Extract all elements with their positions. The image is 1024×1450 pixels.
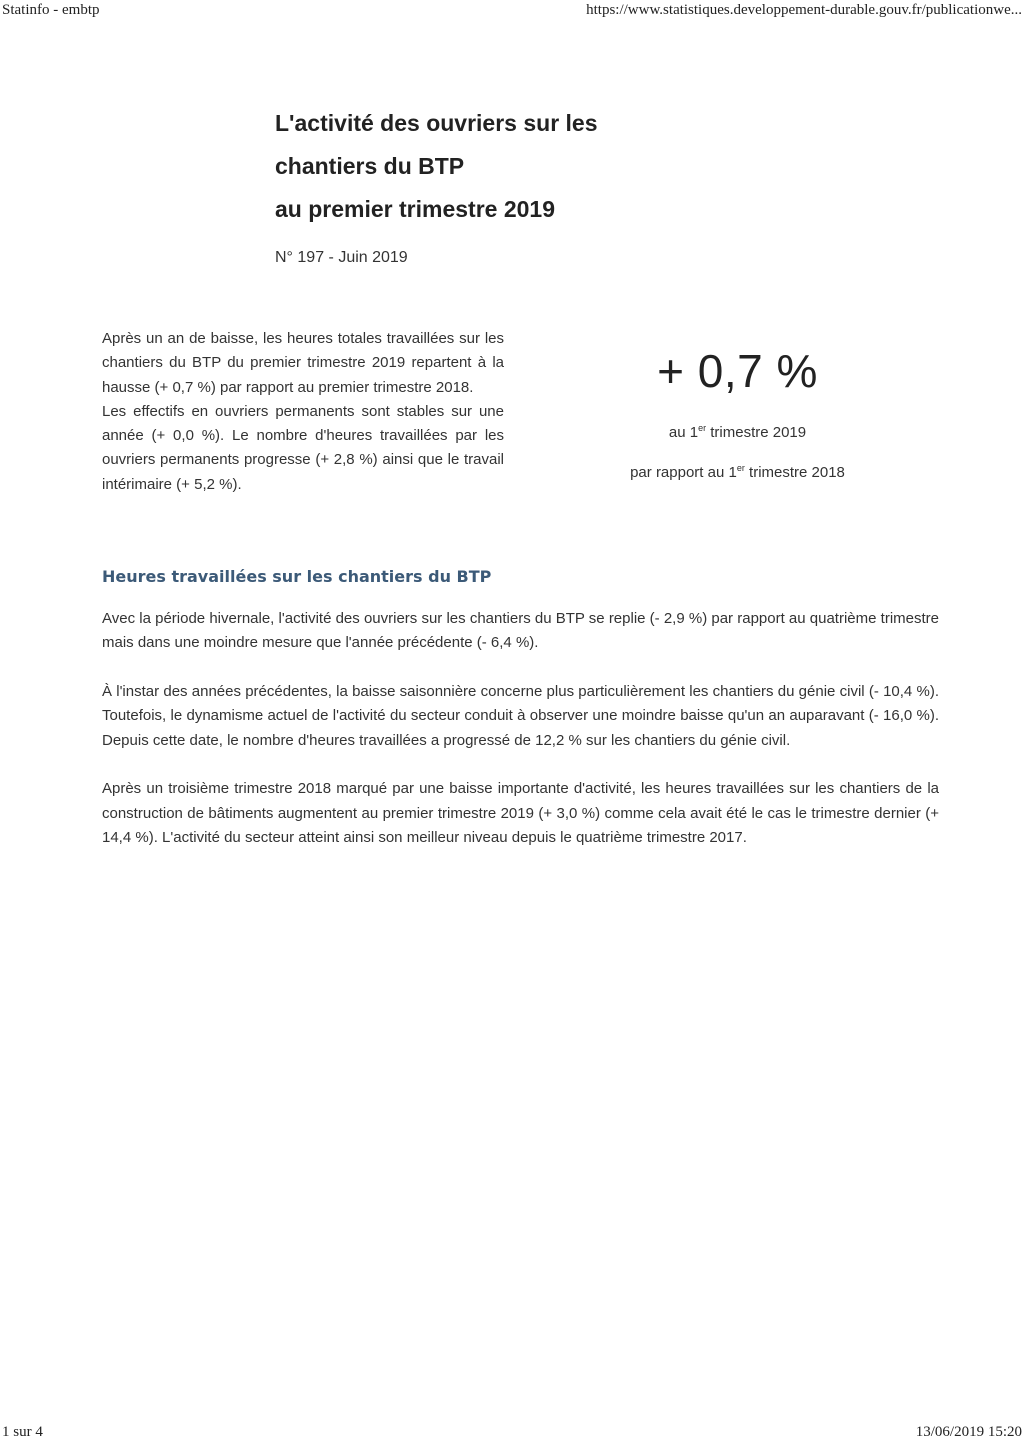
key-figure-comparison-prefix: par rapport au 1 [630,464,737,481]
print-footer-page-number: 1 sur 4 [2,1424,43,1440]
key-figure-comparison [600,459,875,482]
body-paragraph: Avec la période hivernale, l'activité des ouvriers sur les chantiers du BTP se replie (- 2,9 %) par rapport au quatrième trimestre mais dans une moindre mesure que l'année précédente (- 6,4 %). [102,610,939,652]
key-figure-comparison-suffix: trimestre 2018 [744,464,845,481]
key-figure-period-suffix: trimestre 2019 [706,424,807,441]
print-header-page-title: Statinfo - embtp [2,2,100,18]
print-footer-datetime: 13/06/2019 15:20 [915,1424,1022,1440]
key-figure-period [600,419,875,442]
summary-paragraph: Les effectifs en ouvriers permanents sont stables sur une année (+ 0,0 %). Le nombre d'heures travaillées par les ouvriers permanents progresse (+ 2,8 %) ainsi que le travail intérimaire (+ 5,2 %). [102,402,504,493]
title-line: L'activité des ouvriers sur les [275,110,598,136]
print-header [0,2,1024,22]
issue-number: N° 197 - Juin 2019 [275,249,408,266]
key-figure-value: + 0,7 % [657,345,818,397]
summary [102,327,504,497]
key-figure [600,340,875,482]
document-title [275,102,735,231]
title-line: au premier trimestre 2019 [275,196,555,222]
section-body [102,607,939,875]
body-paragraph: Après un troisième trimestre 2018 marqué par une baisse importante d'activité, les heures travaillées sur les chantiers de la construction de bâtiments augmentent au premier trimestre 2019 (+ 3,0 %) comme cela avait été le cas le trimestre dernier (+ 14,4 %). L'activité du secteur atteint ainsi son meilleur niveau depuis le quatrième trimestre 2017. [102,780,939,847]
print-header-url: https://www.statistiques.developpement-durable.gouv.fr/publicationwe... [586,2,1022,18]
body-paragraph: À l'instar des années précédentes, la baisse saisonnière concerne plus particulièrement les chantiers du génie civil (- 10,4 %). Toutefois, le dynamisme actuel de l'activité du secteur conduit à observer une moindre baisse qu'un an auparavant (- 16,0 %). Depuis cette date, le nombre d'heures travaillées a progressé de 12,2 % sur les chantiers du génie civil. [102,683,939,749]
key-figure-period-sup: er [698,423,707,433]
section-title: Heures travaillées sur les chantiers du BTP [102,567,492,586]
print-footer [0,1424,1024,1444]
summary-paragraph: Après un an de baisse, les heures totales travaillées sur les chantiers du BTP du premier trimestre 2019 repartent à la hausse (+ 0,7 %) par rapport au premier trimestre 2018. [102,330,504,396]
key-figure-period-prefix: au 1 [668,424,699,441]
key-figure-comparison-sup: er [736,463,745,473]
title-line: chantiers du BTP [275,153,465,179]
